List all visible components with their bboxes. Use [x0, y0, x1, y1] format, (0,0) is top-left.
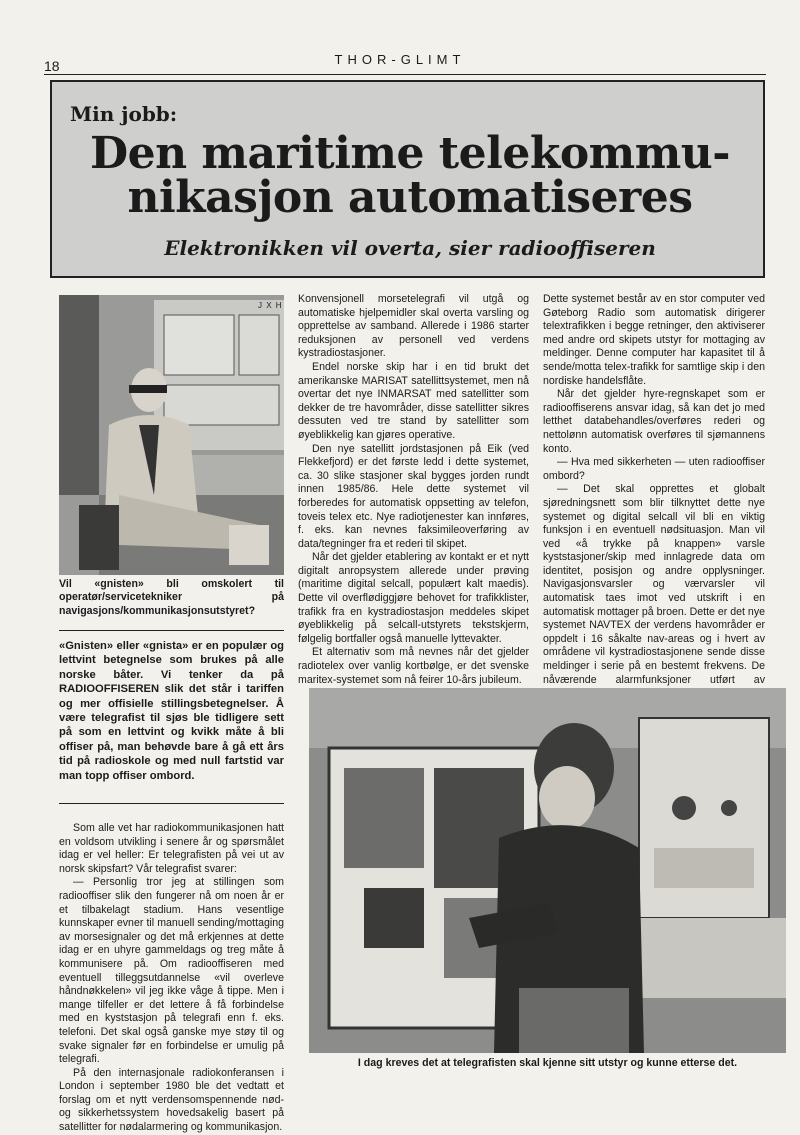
column-kicker: Min jobb: [70, 102, 178, 126]
paragraph: På den internasjonale radiokonferansen i London i september 1980 ble det vedtatt et forslag om et nytt verdensomspennende nød- og sikkerhetssystem hovedsakelig basert på satellitter for nødalarmering og kommunikasjon. [59, 1066, 284, 1134]
paragraph: Den nye satellitt jordstasjonen på Eik (ved Flekkefjord) er det første ledd i dette systemet, ca. 30 slike stasjoner skal bygges jorden rundt innen 1985/86. Hele dette systemet vil forberedes for automatisk oppsetting av telefon, toveis telex etc. Nye radiotjenester kan innføres, f. eks. kan nevnes faksimileoverføring av data/tegninger fra et rederi til skipet. [298, 442, 529, 550]
headline-line-1: Den maritime telekommu- [89, 128, 731, 179]
body-column-1 [59, 822, 284, 1135]
paragraph: Konvensjonell morsetelegrafi vil utgå og automatiske hjelpemidler skal overta varsling og opprettelse av samband. Allerede i 1986 starter reduksjonen av personell ved verdens kystradiostasjoner. [298, 293, 529, 360]
photo-radio-officer [59, 295, 284, 575]
paragraph: Når det gjelder etablering av kontakt er et nytt digitalt anropsystem allerede under prøving (maritime digital selcall, populært kalt maedis). Dette vil overflødiggjøre behovet for trafikklister, trafikk fra en kystradiostasjon meddeles skipet øyeblikkelig på selcall-utstyrets tekstskjerm, følgelig bortfaller også manuelle lyttevakter. [298, 551, 529, 645]
equipment-illustration [309, 688, 786, 1053]
page-number: 18 [44, 58, 60, 74]
body-column-2 [298, 293, 529, 687]
paragraph: — Det skal opprettes et globalt sjøredningsnett som blir tilknyttet dette nye systemet og digital selcall vil bli en viktig funksjon i en eventuell nødsituasjon. Man vil ved «å trykke på knappen» varsle kyststasjoner/skip med innlagrede data om identitet, posisjon og andre opplysninger. Navigasjonsvarsler og værvarsler vil automatisk taes imot ved utskrift i en automatisk mottager på broen. Dette er det nye systemet NAVTEX der verdens havområder er oppdelt i 16 såkalte nav-areas og i hvert av områdene vil kystradiostasjonene sende disse meldinger i serie på en bestemt frekvens. De nåværende alarmfunksjoner utført av [543, 483, 766, 686]
photo-telegraphist-equipment [309, 688, 786, 1053]
paragraph: Dette systemet består av en stor computer ved Gøteborg Radio som automatisk dirigerer telextrafikken i begge retninger, den aktiviserer med andre ord skipets utstyr for mottaging av meldinger. Denne computer har kapasitet til å sende/motta telex-trafikk for samtlige skip i den nordiske handelsflåte. [543, 293, 765, 387]
radio-officer-illustration [59, 295, 284, 575]
lead-paragraph: «Gnisten» eller «gnista» er en populær og lettvint betegnelse som brukes på alle norske båter. Vi tenker da på RADIOOFFISEREN slik det står i tariffen og mer offisielle stillingsbetegnelser. Å være telegrafist til sjøs ble tidligere sett på som en lettvint og kvikk måte å bli offiser på, man behøvde bare å gå ett års tid på radioskole og med null fartstid var man topp offiser ombord. [59, 640, 284, 782]
paragraph: Når det gjelder hyre-regnskapet som er radiooffiserens ansvar idag, så kan det jo med letthet databehandles/overføres rederi og nettolønn automatisk overføres til sjømannens konto. [543, 388, 765, 455]
paragraph: — Hva med sikkerheten — uten radiooffiser ombord? [543, 456, 765, 482]
paragraph: Et alternativ som må nevnes når det gjelder radiotelex over vanlig kortbølge, er det svenske maritex-systemet som nå feirer 10-års jubileum. [298, 646, 529, 686]
photo-caption-2: I dag kreves det at telegrafisten skal kjenne sitt utstyr og kunne etterse det. [357, 1057, 738, 1069]
header-rule [44, 74, 766, 75]
caption-rule [59, 630, 284, 631]
paragraph: Som alle vet har radiokommunikasjonen hatt en voldsom utvikling i senere år og spørsmålet idag er vel heller: Er telegrafisten på vei ut av norsk skipsfart? Vår telegrafist svarer: [59, 822, 284, 875]
subheadline: Elektronikken vil overta, sier radiooffiseren [164, 236, 656, 260]
photo-caption-1: Vil «gnisten» bli omskolert til operatør/servicetekniker på navigasjons/kommunikasjonsutstyret? [59, 578, 284, 617]
lead-rule [59, 803, 284, 804]
paragraph: — Personlig tror jeg at stillingen som radiooffiser slik den fungerer nå om noen år er et tilbakelagt stadium. Hans vesentlige kunnskaper evner til manuell sending/mottaging av morsesignaler og det må erkjennes at dette idag er en uhyre gammeldags og treg måte å kommunisere på. Om radiooffiseren med eventuell tilleggsutdannelse «vil overleve håndnøkkelen» vil jeg ikke våge å tippe. Men i mange tilfeller er det lettere å få forbindelse med en kyststasjon på telegrafi enn f. eks. telefoni. Det skal også ganske mye støy til og svake signaler før en forbindelse er umulig på telegrafi. [59, 876, 284, 1066]
headline-line-2: nikasjon automatiseres [127, 172, 693, 223]
panel-callsign: J X H [258, 301, 283, 310]
running-head: THOR-GLIMT [334, 52, 466, 67]
paragraph: Endel norske skip har i en tid brukt det amerikanske MARISAT satellittsystemet, men nå overtar det nye INMARSAT med satellitter som dekker de tre havområder, disse satellitter sikres dessuten ved tre stand by satellitter som øyeblikkelig kan gjøres operative. [298, 360, 529, 441]
body-column-3 [543, 293, 765, 728]
headline [60, 128, 760, 223]
